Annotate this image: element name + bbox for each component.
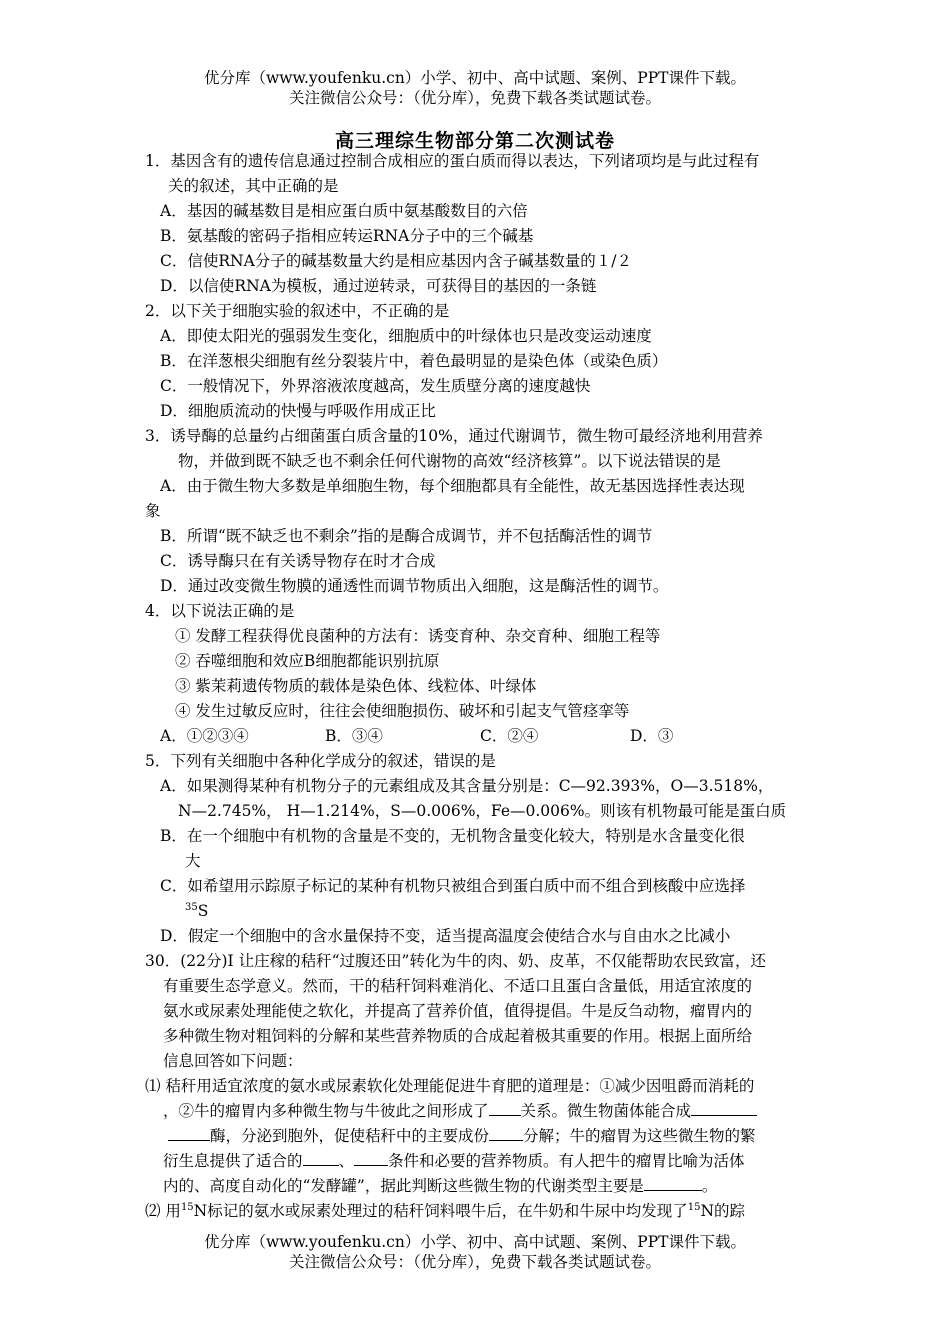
q30-sub1-text: 条件和必要的营养物质。有人把牛的瘤胃比喻为活体 bbox=[388, 1152, 745, 1170]
q1-option-b: B．氨基酸的密码子指相应转运RNA分子中的三个碱基 bbox=[160, 227, 534, 245]
q30-line-1: 30．(22分)I 让庄稼的秸秆“过腹还田”转化为牛的肉、奶、皮革，不仅能帮助农民致富，还 bbox=[145, 952, 766, 970]
q30-sub1-text: 酶，分泌到胞外，促使秸秆中的主要成份 bbox=[210, 1127, 490, 1145]
q1-option-a: A．基因的碱基数目是相应蛋白质中氨基酸数目的六倍 bbox=[160, 202, 528, 220]
answer-blank-relationship[interactable] bbox=[489, 1101, 521, 1116]
q30-sub2-text: N标记的氨水或尿素处理过的秸秆饲料喂牛后，在牛奶和牛尿中均发现了 bbox=[193, 1202, 688, 1220]
isotope-superscript: 15 bbox=[180, 1201, 194, 1213]
q2-option-a: A．即使太阳光的强弱发生变化，细胞质中的叶绿体也只是改变运动速度 bbox=[160, 327, 652, 345]
q30-sub2-line-1 bbox=[145, 1200, 745, 1222]
q3-option-a-line-2: 象 bbox=[145, 502, 161, 520]
q30-sub1-line-5 bbox=[163, 1175, 717, 1197]
q4-item-2: ② 吞噬细胞和效应B细胞都能识别抗原 bbox=[175, 652, 440, 670]
q30-sub1-text: 分解；牛的瘤胃为这些微生物的繁 bbox=[523, 1127, 756, 1145]
q2-option-b: B．在洋葱根尖细胞有丝分裂装片中，着色最明显的是染色体（或染色质） bbox=[160, 352, 668, 370]
q5-option-c-line-1: C．如希望用示踪原子标记的某种有机物只被组合到蛋白质中而不组合到核酸中应选择 bbox=[160, 877, 746, 895]
q30-sub2-text: N的踪 bbox=[700, 1202, 746, 1220]
q30-sub1-text: 内的、高度自动化的“发酵罐”，据此判断这些微生物的代谢类型主要是 bbox=[163, 1177, 644, 1195]
footer-line-2: 关注微信公众号：（优分库），免费下载各类试题试卷。 bbox=[288, 1253, 661, 1271]
isotope-superscript: 15 bbox=[687, 1201, 701, 1213]
q3-option-d: D．通过改变微生物膜的通透性而调节物质出入细胞，这是酶活性的调节。 bbox=[160, 577, 669, 595]
q5-option-c-line-2 bbox=[185, 900, 208, 922]
q5-option-b-line-2: 大 bbox=[185, 852, 201, 870]
q2-option-d: D．细胞质流动的快慢与呼吸作用成正比 bbox=[160, 402, 436, 420]
q30-sub1-text: 、 bbox=[338, 1152, 355, 1170]
q4-option-b: B．③④ bbox=[325, 727, 383, 745]
isotope-symbol: S bbox=[197, 902, 209, 920]
q5-option-b-line-1: B．在一个细胞中有机物的含量是不变的，无机物含量变化较大，特别是水含量变化很 bbox=[160, 827, 745, 845]
q3-stem-line-1: 3．诱导酶的总量约占细菌蛋白质含量的10%，通过代谢调节，微生物可最经济地利用营养 bbox=[145, 427, 763, 445]
q1-stem-line-1: 1．基因含有的遗传信息通过控制合成相应的蛋白质而得以表达，下列诸项均是与此过程有 bbox=[145, 152, 760, 170]
q4-item-1: ① 发酵工程获得优良菌种的方法有：诱变育种、杂交育种、细胞工程等 bbox=[175, 627, 661, 645]
answer-blank-enzyme-part2[interactable] bbox=[168, 1126, 210, 1141]
q5-option-a-line-1: A．如果测得某种有机物分子的元素组成及其含量分别是：C—92.393%，O—3.518%， bbox=[160, 777, 774, 795]
q5-option-a-line-2: N—2.745%， H—1.214%，S—0.006%，Fe—0.006%。则该有机物最可能是蛋白质 bbox=[178, 802, 787, 820]
q30-line-5: 信息回答如下问题： bbox=[163, 1052, 303, 1070]
q4-option-a: A．①②③④ bbox=[160, 727, 249, 745]
q4-item-4: ④ 发生过敏反应时，往往会使细胞损伤、破坏和引起支气管痉挛等 bbox=[175, 702, 630, 720]
q2-stem: 2．以下关于细胞实验的叙述中，不正确的是 bbox=[145, 302, 450, 320]
answer-blank-condition-1[interactable] bbox=[303, 1151, 339, 1166]
q30-sub1-text: ，②牛的瘤胃内多种微生物与牛彼此之间形成了 bbox=[163, 1102, 489, 1120]
q30-sub1-line-3 bbox=[168, 1125, 756, 1147]
q4-option-c: C．②④ bbox=[480, 727, 539, 745]
q30-sub1-line-4 bbox=[163, 1150, 745, 1172]
q30-line-4: 多种微生物对粗饲料的分解和某些营养物质的合成起着极其重要的作用。根据上面所给 bbox=[163, 1027, 753, 1045]
q3-stem-line-2: 物，并做到既不缺乏也不剩余任何代谢物的高效“经济核算”。以下说法错误的是 bbox=[178, 452, 721, 470]
q1-option-d: D．以信使RNA为模板，通过逆转录，可获得目的基因的一条链 bbox=[160, 277, 597, 295]
q30-line-2: 有重要生态学意义。然而，干的秸秆饲料难消化、不适口且蛋白含量低，用适宜浓度的 bbox=[163, 977, 753, 995]
q3-option-c: C．诱导酶只在有关诱导物存在时才合成 bbox=[160, 552, 436, 570]
answer-blank-condition-2[interactable] bbox=[354, 1151, 388, 1166]
q5-option-d: D．假定一个细胞中的含水量保持不变，适当提高温度会使结合水与自由水之比减小 bbox=[160, 927, 731, 945]
q30-sub1-line-2 bbox=[163, 1100, 757, 1122]
q4-option-d: D．③ bbox=[630, 727, 674, 745]
footer-line-1: 优分库（www.youfenku.cn）小学、初中、高中试题、案例、PPT课件下载。 bbox=[203, 1233, 747, 1251]
isotope-superscript: 35 bbox=[185, 901, 198, 913]
q3-option-a-line-1: A．由于微生物大多数是单细胞生物，每个细胞都具有全能性，故无基因选择性表达现 bbox=[160, 477, 745, 495]
q30-sub1-text: 衍生息提供了适合的 bbox=[163, 1152, 303, 1170]
q4-stem: 4．以下说法正确的是 bbox=[145, 602, 295, 620]
answer-blank-enzyme-part1[interactable] bbox=[691, 1101, 757, 1116]
q30-line-3: 氨水或尿素处理能使之软化，并提高了营养价值，值得提倡。牛是反刍动物，瘤胃内的 bbox=[163, 1002, 753, 1020]
q30-sub2-text: ⑵ 用 bbox=[145, 1202, 181, 1220]
header-line-2: 关注微信公众号：（优分库），免费下载各类试题试卷。 bbox=[288, 89, 661, 107]
q30-sub1-line-1: ⑴ 秸秆用适宜浓度的氨水或尿素软化处理能促进牛育肥的道理是：①减少因咀爵而消耗的 bbox=[145, 1077, 755, 1095]
q1-stem-line-2: 关的叙述，其中正确的是 bbox=[168, 177, 339, 195]
q1-option-c: C．信使RNA分子的碱基数量大约是相应基因内含子碱基数量的１/２ bbox=[160, 252, 633, 270]
q2-option-c: C．一般情况下，外界溶液浓度越高，发生质壁分离的速度越快 bbox=[160, 377, 591, 395]
q5-stem: 5．下列有关细胞中各种化学成分的叙述，错误的是 bbox=[145, 752, 496, 770]
answer-blank-component[interactable] bbox=[489, 1126, 523, 1141]
header-line-1: 优分库（www.youfenku.cn）小学、初中、高中试题、案例、PPT课件下载。 bbox=[203, 69, 747, 87]
page-title: 高三理综生物部分第二次测试卷 bbox=[334, 130, 615, 152]
q30-sub1-text: 。 bbox=[701, 1177, 718, 1195]
q3-option-b: B．所谓“既不缺乏也不剩余”指的是酶合成调节，并不包括酶活性的调节 bbox=[160, 527, 653, 545]
q4-item-3: ③ 紫茉莉遗传物质的载体是染色体、线粒体、叶绿体 bbox=[175, 677, 537, 695]
answer-blank-metabolism-type[interactable] bbox=[644, 1176, 702, 1191]
q30-sub1-text: 关系。微生物菌体能合成 bbox=[520, 1102, 692, 1120]
